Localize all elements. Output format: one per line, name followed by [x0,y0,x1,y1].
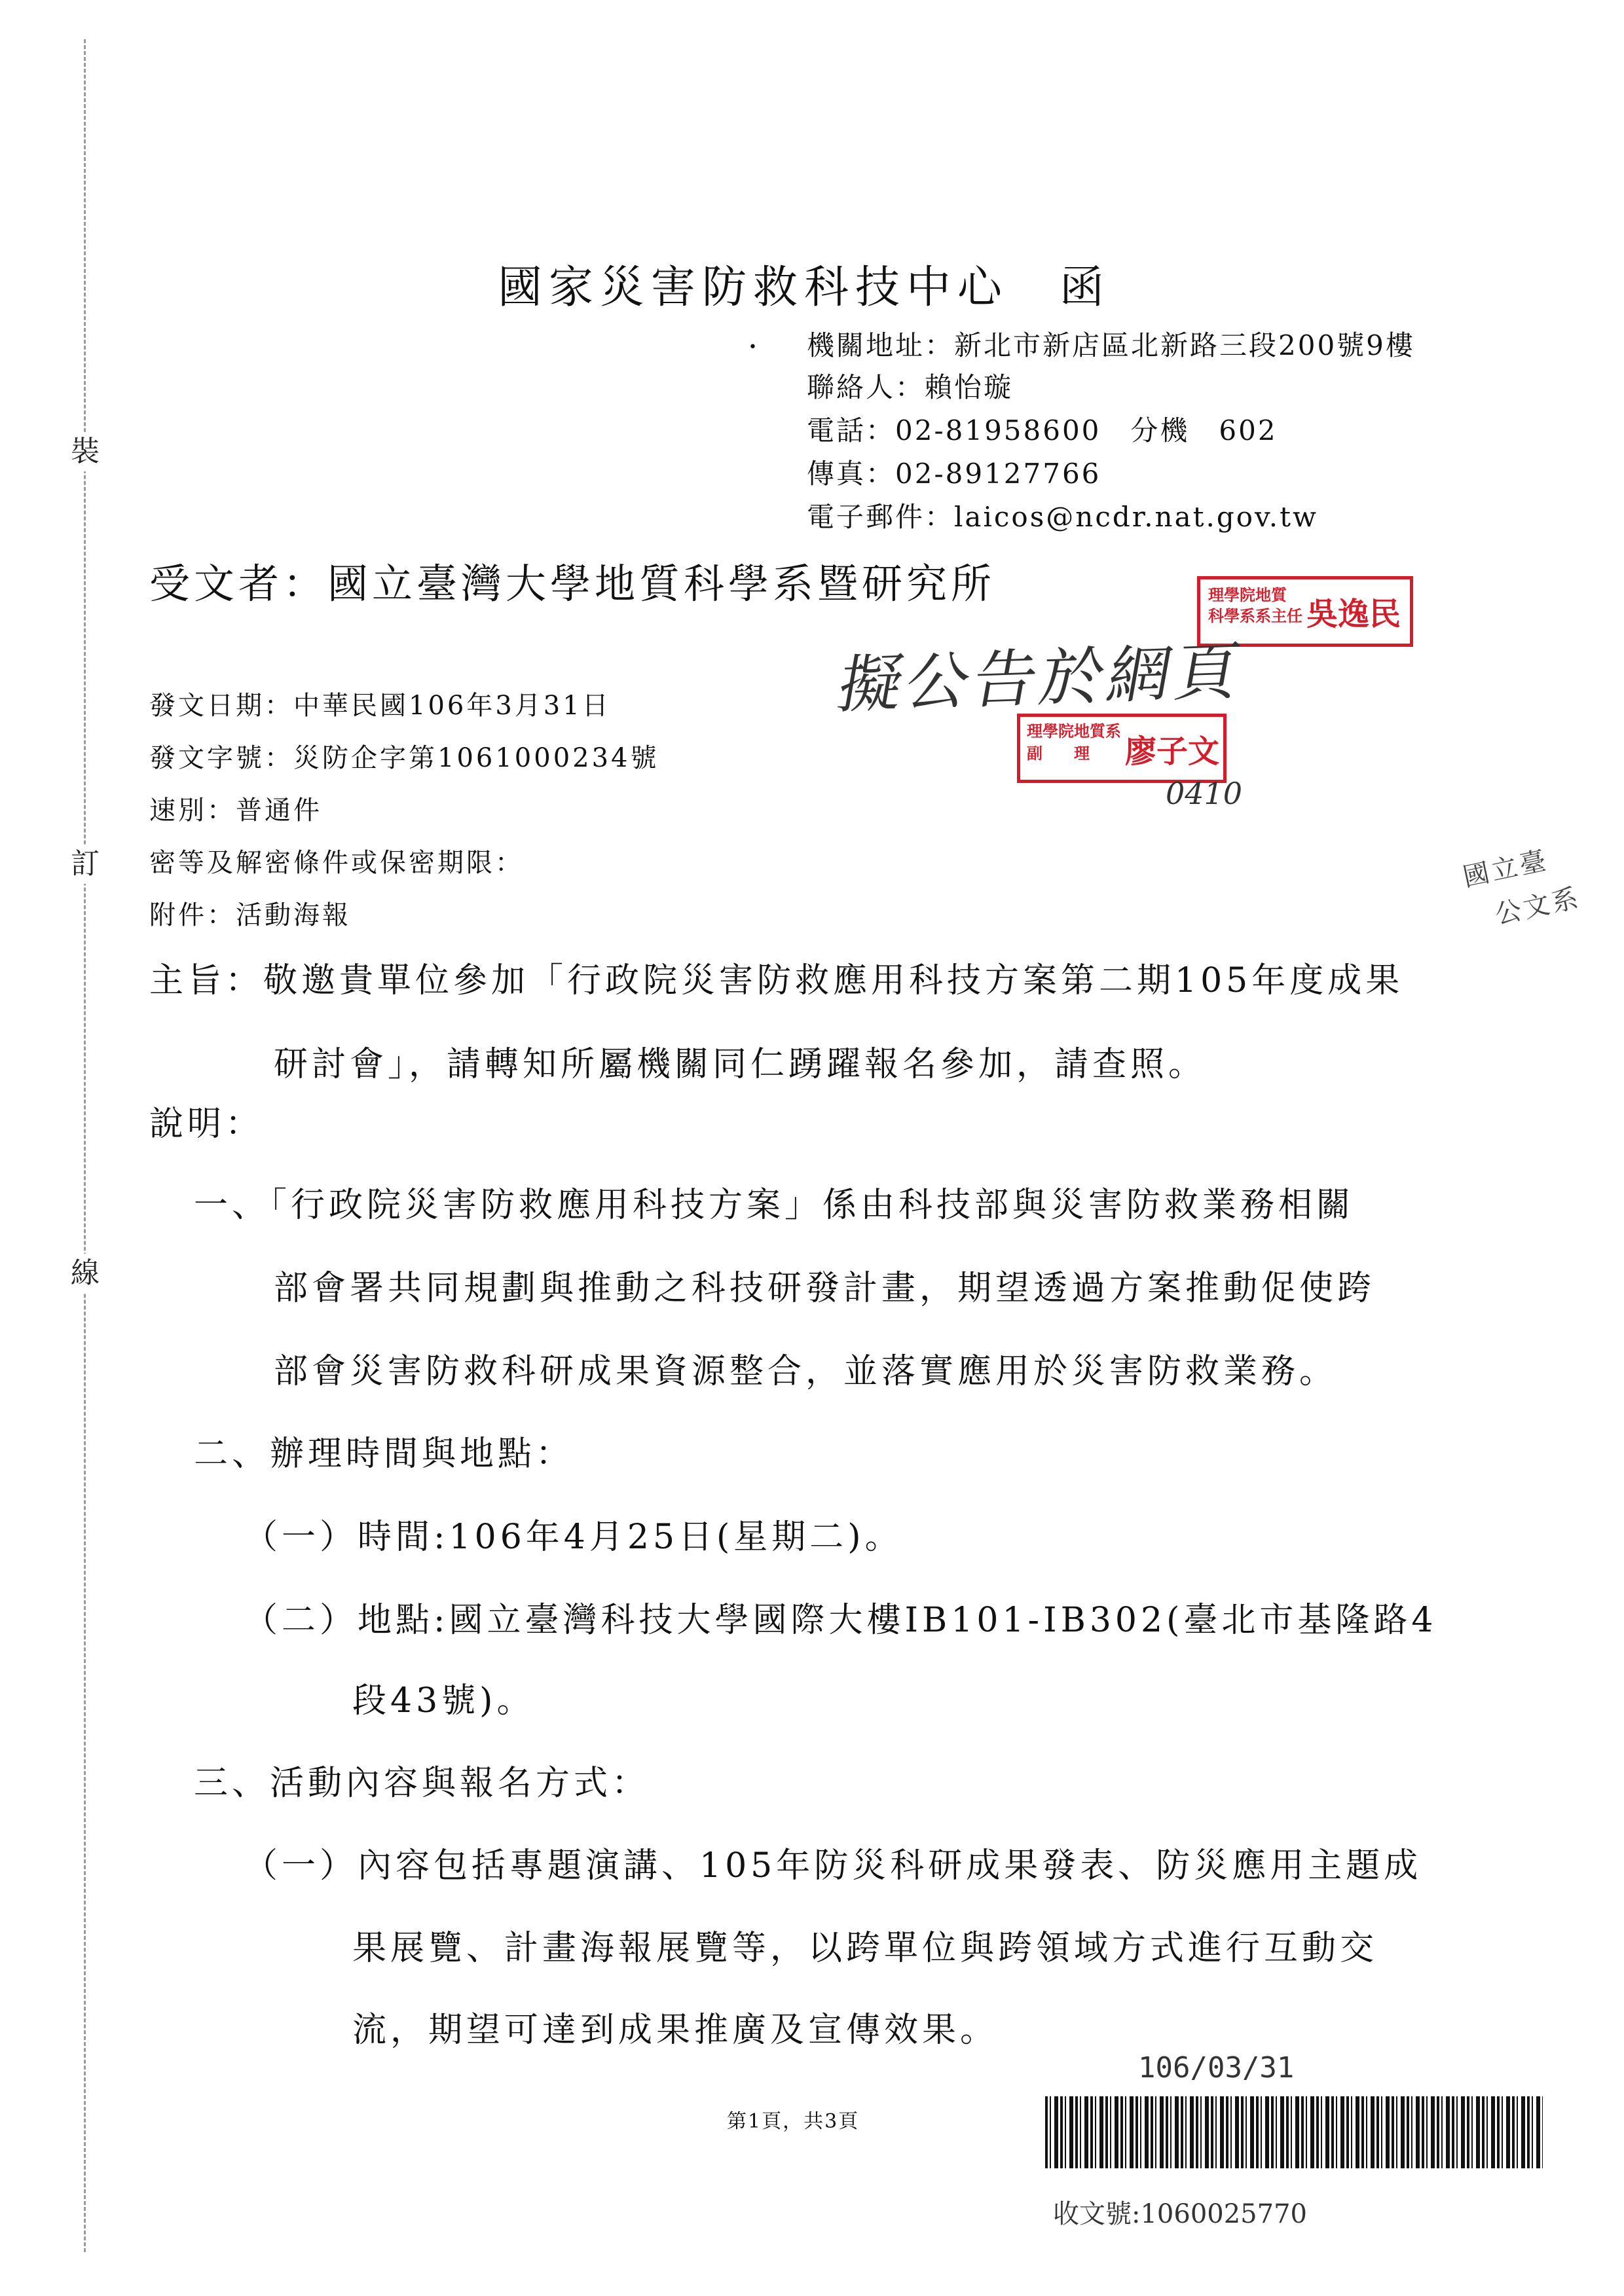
item-one-line3: 部會災害防救科研成果資源整合，並落實應用於災害防救業務。 [274,1352,1338,1391]
barcode [1045,2096,1543,2168]
binding-label-xian: 線 [65,1254,105,1293]
item-three-content-line1: （一）內容包括專題演講、105年防災科研成果發表、防災應用主題成 [244,1846,1422,1886]
issue-date: 發文日期：中華民國106年3月31日 [149,691,611,721]
attachment: 附件：活動海報 [149,900,351,930]
assistant-seal-name: 廖子文 [1125,733,1220,770]
receipt-date: 106/03/31 [1138,2051,1295,2085]
item-two-heading: 二、辦理時間與地點： [194,1434,574,1474]
security-level: 密等及解密條件或保密期限： [149,848,524,878]
item-two-time: （一）時間:106年4月25日(星期二)。 [244,1518,903,1557]
chair-seal-name: 吳逸民 [1306,596,1401,632]
binding-label-zhuang: 裝 [65,432,105,471]
item-two-place-line2: 段43號)。 [352,1681,535,1721]
issue-number: 發文字號：災防企字第1061000234號 [149,743,659,773]
subject-line1: 主旨：敬邀貴單位參加「行政院災害防救應用科技方案第二期105年度成果 [149,961,1404,1000]
assistant-seal-line1: 理學院地質系 [1027,721,1121,740]
assistant-seal-stamp [1017,714,1227,783]
contact-phone: 電話：02-81958600 分機 602 [807,414,1278,446]
contact-fax: 傳真：02-89127766 [807,458,1101,490]
subject-line2: 研討會」，請轉知所屬機關同仁踴躍報名參加，請查照。 [274,1045,1207,1084]
binding-dashed-line [84,39,86,2252]
item-one-line2: 部會署共同規劃與推動之科技研發計畫，期望透過方案推動促使跨 [274,1269,1376,1308]
bullet-dot: • [748,339,757,355]
contact-address: 機關地址：新北市新店區北新路三段200號9樓 [807,329,1415,361]
binding-label-ding: 訂 [65,845,105,884]
document-title: 國家災害防救科技中心 函 [498,262,1111,314]
receipt-number: 收文號:1060025770 [1053,2199,1307,2229]
explain-label: 說明： [149,1104,264,1144]
chair-seal-line1: 理學院地質 [1208,585,1287,604]
item-three-heading: 三、活動內容與報名方式： [194,1764,650,1803]
receipt-stamp [1459,834,1585,941]
item-two-place-line1: （二）地點:國立臺灣科技大學國際大樓IB101-IB302(臺北市基隆路4 [244,1601,1437,1640]
receipt-stamp-line1: 國立臺 [1460,845,1551,893]
handwritten-note: 擬公告於網頁 [832,634,1249,722]
assistant-seal-line2: 副 理 [1027,744,1090,763]
recipient: 受文者：國立臺灣大學地質科學系暨研究所 [149,560,996,608]
contact-person: 聯絡人：賴怡璇 [807,371,1014,403]
handwritten-number: 0410 [1166,776,1243,811]
item-three-content-line2: 果展覽、計畫海報展覽等，以跨單位與跨領域方式進行互動交 [352,1929,1378,1968]
contact-email: 電子郵件：laicos@ncdr.nat.gov.tw [807,501,1318,533]
speed-class: 速別：普通件 [149,795,322,826]
receipt-stamp-line2: 公文系 [1492,883,1583,930]
chair-seal-line2: 科學系系主任 [1208,606,1302,625]
item-one-line1: 一、「行政院災害防救應用科技方案」係由科技部與災害防救業務相關 [194,1186,1355,1225]
item-three-content-line3: 流，期望可達到成果推廣及宣傳效果。 [352,2011,999,2050]
page-number: 第1頁，共3頁 [727,2110,860,2133]
